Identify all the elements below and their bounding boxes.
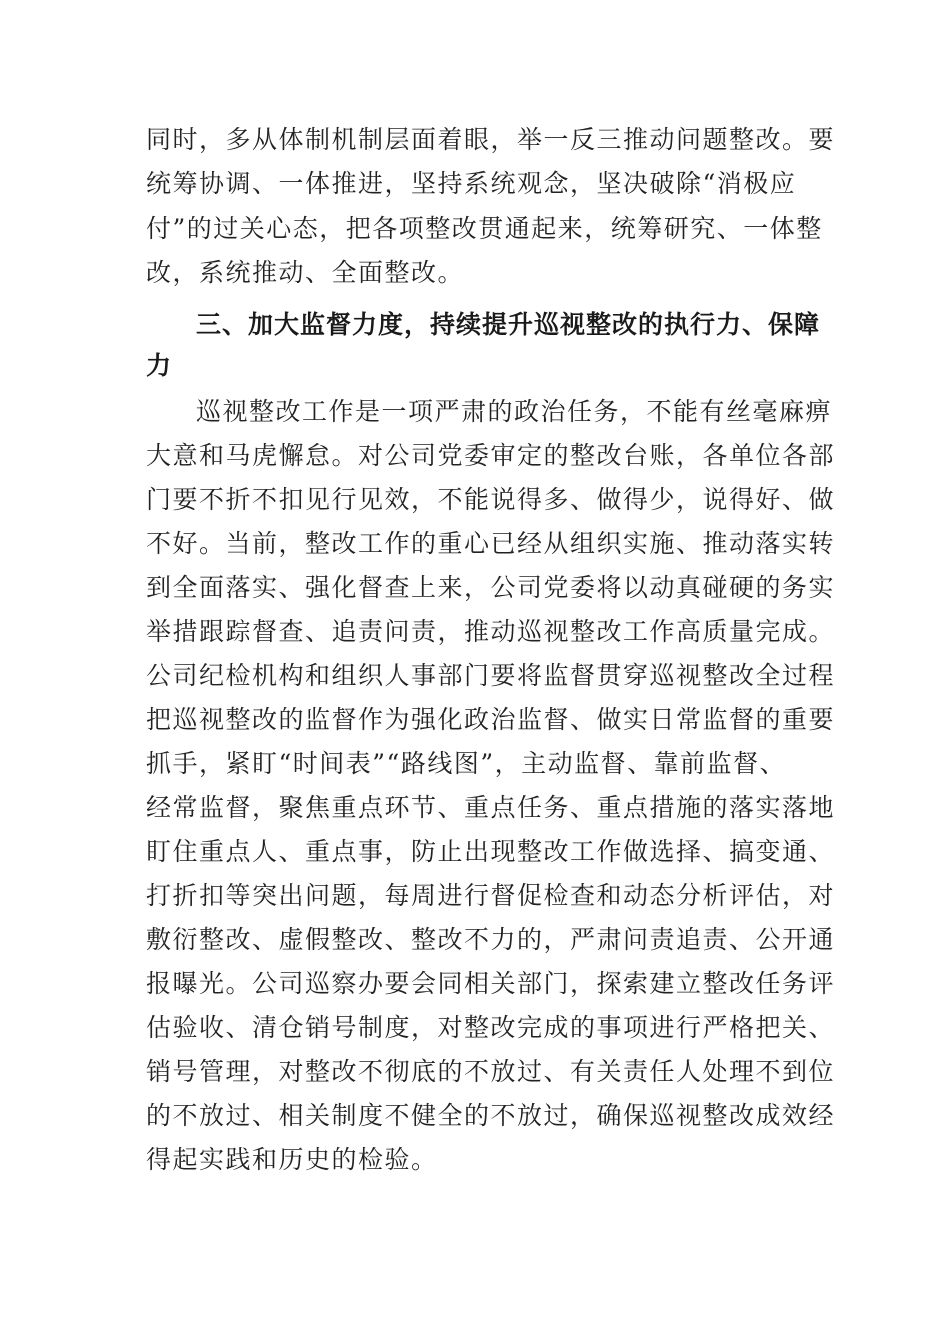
text-line: 敷衍整改、虚假整改、整改不力的，严肃问责追责、公开通	[146, 925, 836, 954]
text-line: 打折扣等突出问题，每周进行督促检查和动态分析评估，对	[146, 881, 836, 910]
text-line: 到全面落实、强化督查上来，公司党委将以动真碰硬的务实	[146, 573, 836, 602]
text-line: 把巡视整改的监督作为强化政治监督、做实日常监督的重要	[146, 705, 836, 734]
text-line: 估验收、清仓销号制度，对整改完成的事项进行严格把关、	[146, 1013, 836, 1042]
text-line: 得起实践和历史的检验。	[146, 1145, 438, 1174]
section-heading: 三、加大监督力度，持续提升巡视整改的执行力、保障	[196, 310, 821, 339]
text-line: 同时，多从体制机制层面着眼，举一反三推动问题整改。要	[146, 125, 836, 154]
text-line: 报曝光。公司巡察办要会同相关部门，探索建立整改任务评	[146, 969, 836, 998]
section-heading-continued: 力	[146, 351, 173, 380]
text-line: 统筹协调、一体推进，坚持系统观念，坚决破除“消极应	[146, 169, 797, 198]
text-line: 销号管理，对整改不彻底的不放过、有关责任人处理不到位	[146, 1057, 836, 1086]
text-line: 门要不折不扣见行见效，不能说得多、做得少，说得好、做	[146, 485, 836, 514]
paragraph-first-line: 巡视整改工作是一项严肃的政治任务，不能有丝毫麻痹	[196, 397, 833, 426]
text-line: 不好。当前，整改工作的重心已经从组织实施、推动落实转	[146, 529, 836, 558]
text-line: 公司纪检机构和组织人事部门要将监督贯穿巡视整改全过程	[146, 661, 836, 690]
text-line: 盯住重点人、重点事，防止出现整改工作做选择、搞变通、	[146, 837, 836, 866]
text-line: 大意和马虎懈怠。对公司党委审定的整改台账，各单位各部	[146, 441, 836, 470]
text-line: 的不放过、相关制度不健全的不放过，确保巡视整改成效经	[146, 1101, 836, 1130]
text-line: 改，系统推动、全面整改。	[146, 258, 465, 287]
text-line: 经常监督，聚焦重点环节、重点任务、重点措施的落实落地	[146, 793, 836, 822]
text-line: 举措跟踪督查、追责问责，推动巡视整改工作高质量完成。	[146, 617, 836, 646]
text-line: 抓手，紧盯“时间表”“路线图”，主动监督、靠前监督、	[146, 749, 787, 778]
text-line: 付”的过关心态，把各项整改贯通起来，统筹研究、一体整	[146, 214, 823, 243]
